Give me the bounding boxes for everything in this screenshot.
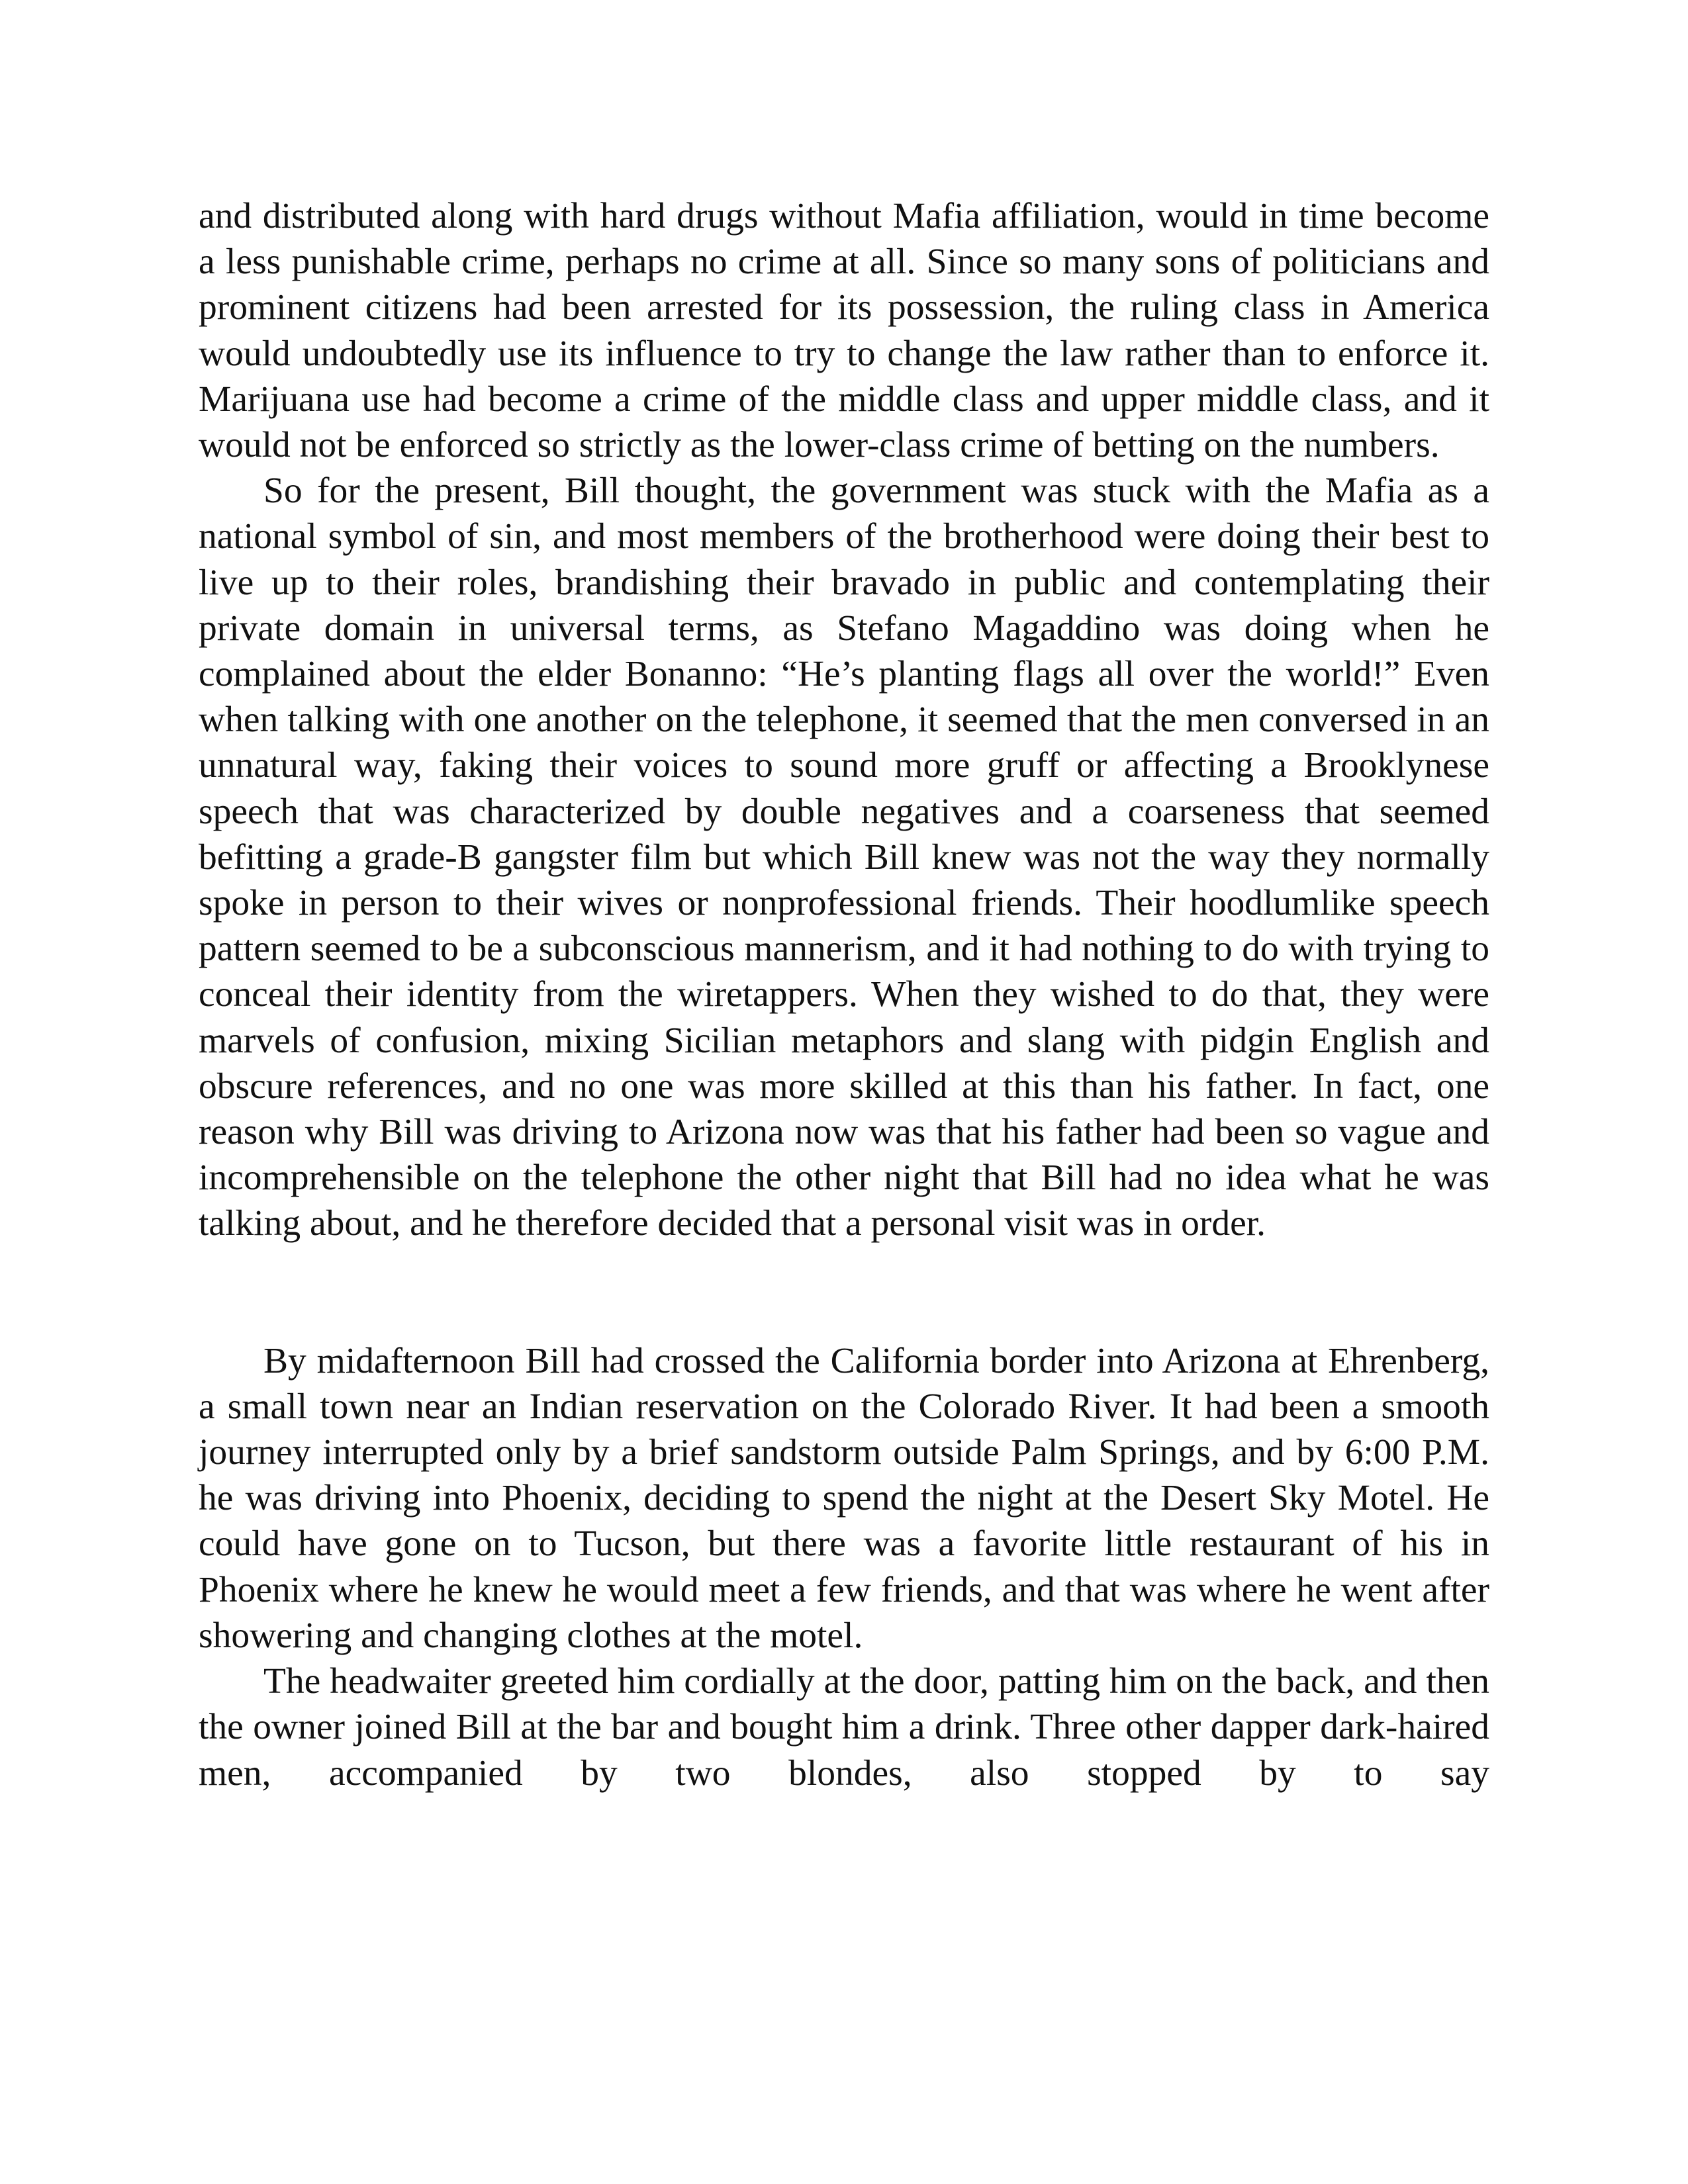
paragraph-3: By midafternoon Bill had crossed the California border into Arizona at Ehrenberg, a small town near an Indian reservation on the Colorado River. It had been a smooth journey interrupted only by a brief sandstorm outside Palm Springs, and by 6:00 P.M. he was driving into Phoenix, deciding to spend the night at the Desert Sky Motel. He could have gone on to Tucson, but there was a favorite little restaurant of his in Phoenix where he knew he would meet a few friends, and that was where he went after showering and changing clothes at the motel. [199, 1340, 1489, 1656]
paragraph-4: The headwaiter greeted him cordially at the door, patting him on the back, and then the owner joined Bill at the bar and bought him a drink. Three other dapper dark-haired men, accompanied by two blondes, also stopped by to say [199, 1661, 1489, 1794]
book-page [199, 193, 1489, 1796]
paragraph-2: So for the present, Bill thought, the government was stuck with the Mafia as a national symbol of sin, and most members of the brotherhood were doing their best to live up to their roles, brandishing their bravado in public and contemplating their private domain in universal terms, as Stefano Magaddino was doing when he complained about the elder Bonanno: “He’s planting flags all over the world!” Even when talking with one another on the telephone, it seemed that the men conversed in an unnatural way, faking their voices to sound more gruff or affecting a Brooklynese speech that was characterized by double negatives and a coarseness that seemed befitting a grade-B gangster film but which Bill knew was not the way they normally spoke in person to their wives or nonprofessional friends. Their hoodlumlike speech pattern seemed to be a subconscious mannerism, and it had nothing to do with trying to conceal their identity from the wiretappers. When they wished to do that, they were marvels of confusion, mixing Sicilian metaphors and slang with pidgin English and obscure references, and no one was more skilled at this than his father. In fact, one reason why Bill was driving to Arizona now was that his father had been so vague and incomprehensible on the telephone the other night that Bill had no idea what he was talking about, and he therefore decided that a personal visit was in order. [199, 471, 1489, 1244]
paragraph-1: and distributed along with hard drugs without Mafia affiliation, would in time become a less punishable crime, perhaps no crime at all. Since so many sons of politicians and prominent citizens had been arrested for its possession, the ruling class in America would undoubtedly use its influence to try to change the law rather than to enforce it. Marijuana use had become a crime of the middle class and upper middle class, and it would not be enforced so strictly as the lower-class crime of betting on the numbers. [199, 196, 1489, 466]
section-break [199, 1247, 1489, 1338]
